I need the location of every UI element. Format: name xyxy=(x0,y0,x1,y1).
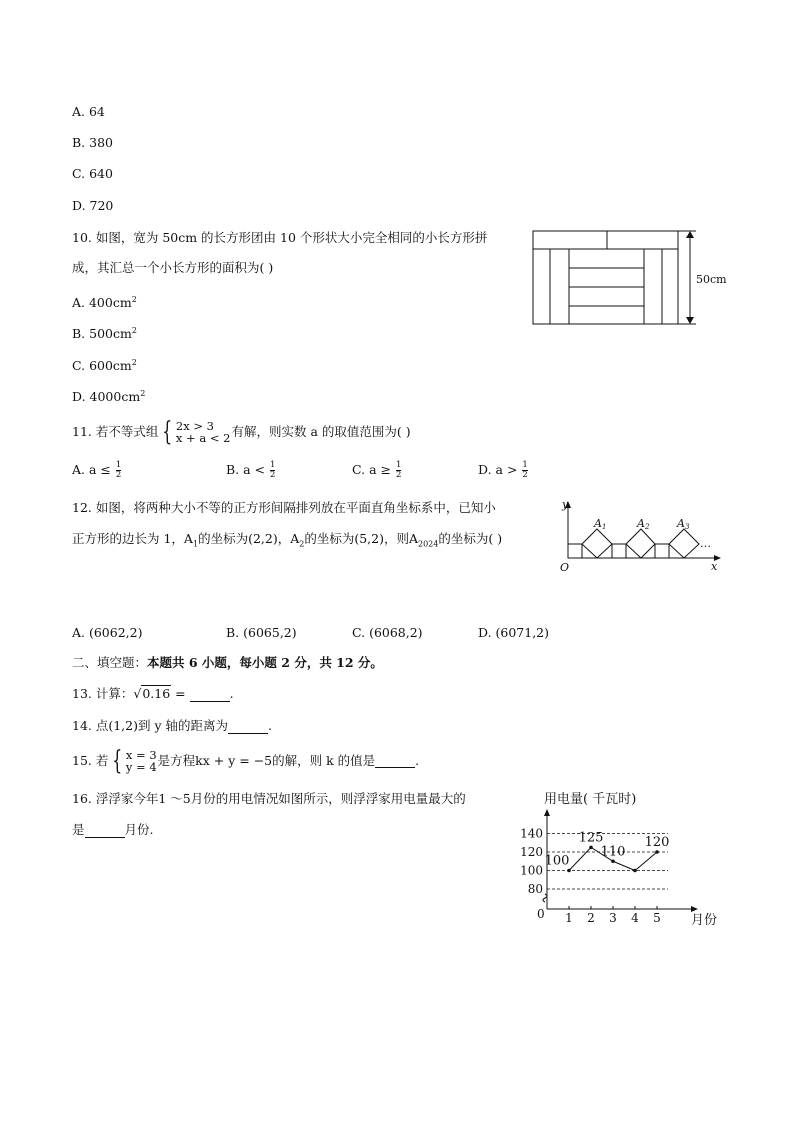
q9-option-c: C. 640 xyxy=(72,166,113,181)
q11-option-b: B. a < $\frac{1}{2}$ xyxy=(226,460,276,480)
q10-option-c: C. $600cm^2$ xyxy=(72,358,137,374)
chart-y-tick-label: 100 xyxy=(520,863,543,878)
chart-y-tick-label: 140 xyxy=(520,826,543,841)
q10-rectangle-figure xyxy=(528,226,738,330)
q10-stem-line1: 10. 如图，宽为 50cm 的长方形团由 10 个形状大小完全相同的小长方形拼 xyxy=(72,230,488,245)
chart-data-point xyxy=(655,850,659,854)
q12-option-c: C. (6068,2) xyxy=(352,625,423,640)
q12-stem-line2: 正方形的边长为 1，$A_1$的坐标为(2,2)，$A_2$的坐标为(5,2)，则$A_{2024}$的坐标为( ) xyxy=(72,531,503,549)
chart-data-label: 110 xyxy=(600,844,626,860)
q12-origin-label: O xyxy=(560,561,570,574)
q11-option-d: D. a > $\frac{1}{2}$ xyxy=(478,460,528,480)
q12-option-b: B. (6065,2) xyxy=(226,625,297,640)
q13-answer-blank xyxy=(190,689,230,702)
chart-y-axis-arrow xyxy=(544,809,550,816)
chart-data-label: 100 xyxy=(544,853,570,869)
chart-data-label: 125 xyxy=(578,830,604,846)
section-2-heading: 二、填空题：本题共 6 小题，每小题 2 分，共 12 分。 xyxy=(72,655,383,670)
chart-x-tick-label: 2 xyxy=(587,911,595,925)
chart-data-point xyxy=(589,846,593,850)
chart-x-tick-label: 1 xyxy=(565,911,573,925)
q9-option-d: D. 720 xyxy=(72,198,114,213)
q11-option-c: C. a ≥ $\frac{1}{2}$ xyxy=(352,460,402,480)
q9-option-a: A. 64 xyxy=(72,104,105,119)
chart-x-tick-label: 4 xyxy=(631,911,639,925)
q15-answer-blank xyxy=(375,755,415,768)
chart-y-tick-label: 120 xyxy=(520,845,543,859)
q16-stem-line2: 是 月份. xyxy=(72,822,154,837)
q14-answer-blank xyxy=(228,721,268,734)
q10-option-d: D. $4000cm^2$ xyxy=(72,389,146,405)
q11-inequality-system: { 2x > 3 x + a < 2 xyxy=(162,417,231,447)
q12-a3-label: A3 xyxy=(677,517,690,531)
q16-stem-line1: 16. 浮浮家今年1 ～5月份的用电情况如图所示，则浮浮家用电量最大的 xyxy=(72,791,466,806)
q12-coordinate-figure xyxy=(556,496,728,576)
q15-stem: 15. 若 { x = 3 y = 4 是方程kx + y = −5的解，则 k 的值是 . xyxy=(72,746,420,776)
chart-x-axis-arrow xyxy=(691,906,698,912)
q12-option-a: A. (6062,2) xyxy=(72,625,143,640)
q10-stem-line2: 成，其汇总一个小长方形的面积为( ) xyxy=(72,260,274,275)
q10-width-label: 50cm xyxy=(696,273,727,286)
chart-data-label: 120 xyxy=(644,835,670,850)
q12-option-d: D. (6071,2) xyxy=(478,625,550,640)
q14-stem: 14. 点(1,2)到 y 轴的距离为 . xyxy=(72,718,272,733)
q12-a1-label: A1 xyxy=(594,517,607,531)
q12-stem-line1: 12. 如图，将两种大小不等的正方形间隔排列放在平面直角坐标系中，已知小 xyxy=(72,500,496,515)
q12-y-axis-label: y xyxy=(562,498,569,511)
chart-y-tick-label: 80 xyxy=(527,882,543,896)
q12-a2-label: A2 xyxy=(637,517,650,531)
q11-stem: 11. 若不等式组 { 2x > 3 x + a < 2 有解，则实数 a 的取值范围为( ) xyxy=(72,417,411,447)
chart-origin-label: 0 xyxy=(537,907,545,921)
chart-data-point xyxy=(633,869,637,873)
chart-y-axis-title: 用电量( 千瓦时) xyxy=(544,792,637,807)
chart-data-point xyxy=(567,869,571,873)
q16-electricity-chart xyxy=(508,785,740,933)
q10-option-a: A. $400cm^2$ xyxy=(72,295,137,311)
q15-equation-system: { x = 3 y = 4 xyxy=(112,746,157,776)
chart-axis-break xyxy=(543,894,547,902)
chart-x-tick-label: 5 xyxy=(653,911,661,925)
q11-option-a: A. a ≤ $\frac{1}{2}$ xyxy=(72,460,122,480)
q13-stem: 13. 计算：√0.16 = . xyxy=(72,686,234,701)
q12-x-axis-label: x xyxy=(711,560,718,573)
chart-data-point xyxy=(611,859,615,863)
chart-x-tick-label: 3 xyxy=(609,911,617,925)
q16-answer-blank xyxy=(85,825,125,838)
q10-option-b: B. $500cm^2$ xyxy=(72,326,137,342)
q9-option-b: B. 380 xyxy=(72,135,113,150)
q12-ellipsis: … xyxy=(700,537,711,550)
chart-x-axis-title: 月份 xyxy=(691,913,718,928)
